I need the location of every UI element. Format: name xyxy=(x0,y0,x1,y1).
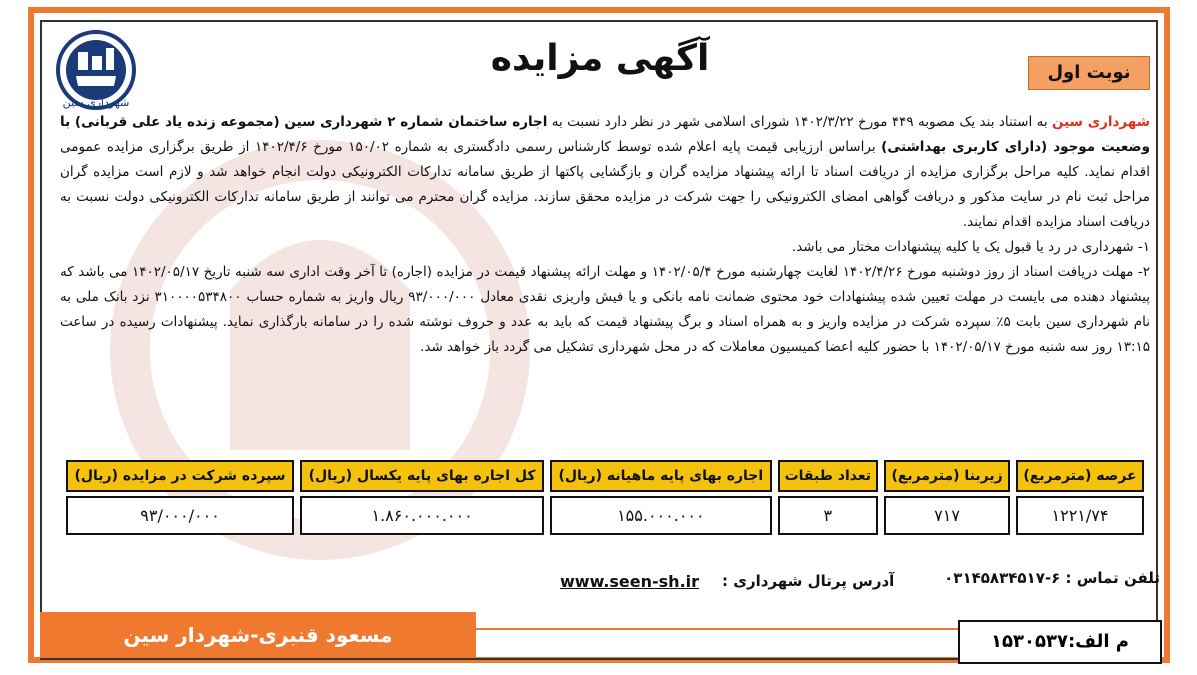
notice-body xyxy=(60,110,1150,360)
cell-monthly-rent: ۱۵۵.۰۰۰.۰۰۰ xyxy=(550,496,771,535)
header-built-area: زیربنا (مترمربع) xyxy=(884,460,1010,492)
intro-segment: شهرداری سین xyxy=(1051,114,1150,130)
header-floors: تعداد طبقات xyxy=(778,460,879,492)
contact-phone: تلفن تماس : ۶-۰۳۱۴۵۸۳۴۵۱۷ xyxy=(944,569,1160,587)
header-deposit: سپرده شرکت در مزایده (ریال) xyxy=(66,460,294,492)
clause-2: ۲- مهلت دریافت اسناد از روز دوشنبه مورخ ۱۴۰۲/۴/۲۶ لغایت چهارشنبه مورخ ۱۴۰۲/۰۵/۴ و مهلت ارائه پیشنهاد قیمت در مزایده (اجاره) تا آخر وقت اداری سه شنبه تاریخ ۱۴۰۲/۰۵/۱۷ می باشد که پیشنهاد دهنده می بایست در مهلت تعیین شده پیشنهادات خود محتوی ضمانت نامه بانکی و یا فیش واریزی نقدی معادل ۹۳/۰۰۰/۰۰۰ ریال واریز به شماره حساب ۳۱۰۰۰۰۵۳۴۸۰۰ نزد بانک ملی به نام شهرداری سین بابت ۵٪ سپرده شرکت در مزایده واریز و به همراه اسناد و برگ پیشنهاد قیمت که باید به عدد و حروف نوشته شده را در سامانه بارگذاری نماید. پیشنهادات رسیده در ساعت ۱۳:۱۵ روز سه شنبه مورخ ۱۴۰۲/۰۵/۱۷ با حضور کلیه اعضا کمیسیون معاملات که در محل شهرداری تشکیل می گردد باز خواهد شد. xyxy=(60,264,1150,355)
cell-built-area: ۷۱۷ xyxy=(884,496,1010,535)
portal-link[interactable]: www.seen-sh.ir xyxy=(560,572,700,591)
cell-annual-rent: ۱.۸۶۰.۰۰۰.۰۰۰ xyxy=(300,496,544,535)
clause-1: ۱- شهرداری در رد یا قبول یک یا کلیه پیشنهادات مختار می باشد. xyxy=(791,239,1150,255)
page-title: آگهی مزایده xyxy=(490,38,710,79)
cell-area: ۱۲۲۱/۷۴ xyxy=(1016,496,1144,535)
cell-floors: ۳ xyxy=(778,496,879,535)
table-header-row xyxy=(66,460,1144,492)
header-area: عرصه (مترمربع) xyxy=(1016,460,1144,492)
signature-banner: مسعود قنبری-شهردار سین xyxy=(40,612,476,658)
logo-caption: شهرداری سین xyxy=(62,96,130,109)
footer-divider xyxy=(476,628,958,630)
table-row xyxy=(66,496,1144,535)
intro-segment: اجاره ساختمان شماره ۲ شهرداری سین (مجموعه زنده یاد علی قربانی) با وضعیت موجود (دارای کاربری بهداشتی) xyxy=(60,114,1150,155)
intro-segment: براساس ارزیابی قیمت پایه اعلام شده توسط کارشناس رسمی دادگستری به شماره ۱۵۰/۰۲ مورخ ۱۴۰۲/۴/۶ از طریق برگزاری مزایده عمومی اقدام نماید. کلیه مراحل برگزاری مزایده از دریافت اسناد تا ارائه پیشنهاد مزایده گران و بازگشایی پاکتها از طریق سامانه تدارکات الکترونیکی دولت انجام خواهد شد و لازم است مزایده گران مراحل ثبت نام در سایت مذکور و دریافت گواهی امضای الکترونیکی را جهت شرکت در مزایده محقق سازند. مزایده گران محترم می توانند از طریق سامانه تدارکات الکترونیکی دولت نسبت به دریافت اسناد مزایده اقدام نمایند. xyxy=(60,139,1150,230)
header-monthly-rent: اجاره بهای پایه ماهیانه (ریال) xyxy=(550,460,771,492)
intro-segment: به استناد بند یک مصوبه ۴۴۹ مورخ ۱۴۰۲/۳/۲۲ شورای اسلامی شهر در نظر دارد نسبت به xyxy=(547,114,1052,130)
auction-table xyxy=(60,456,1150,539)
intro-paragraph xyxy=(60,110,1150,235)
edition-badge: نوبت اول xyxy=(1028,56,1150,90)
cell-deposit: ۹۳/۰۰۰/۰۰۰ xyxy=(66,496,294,535)
portal-label: آدرس پرتال شهرداری : xyxy=(722,572,895,590)
notice-code: م الف:۱۵۳۰۵۳۷ xyxy=(958,620,1162,664)
header-annual-rent: کل اجاره بهای پایه یکسال (ریال) xyxy=(300,460,544,492)
